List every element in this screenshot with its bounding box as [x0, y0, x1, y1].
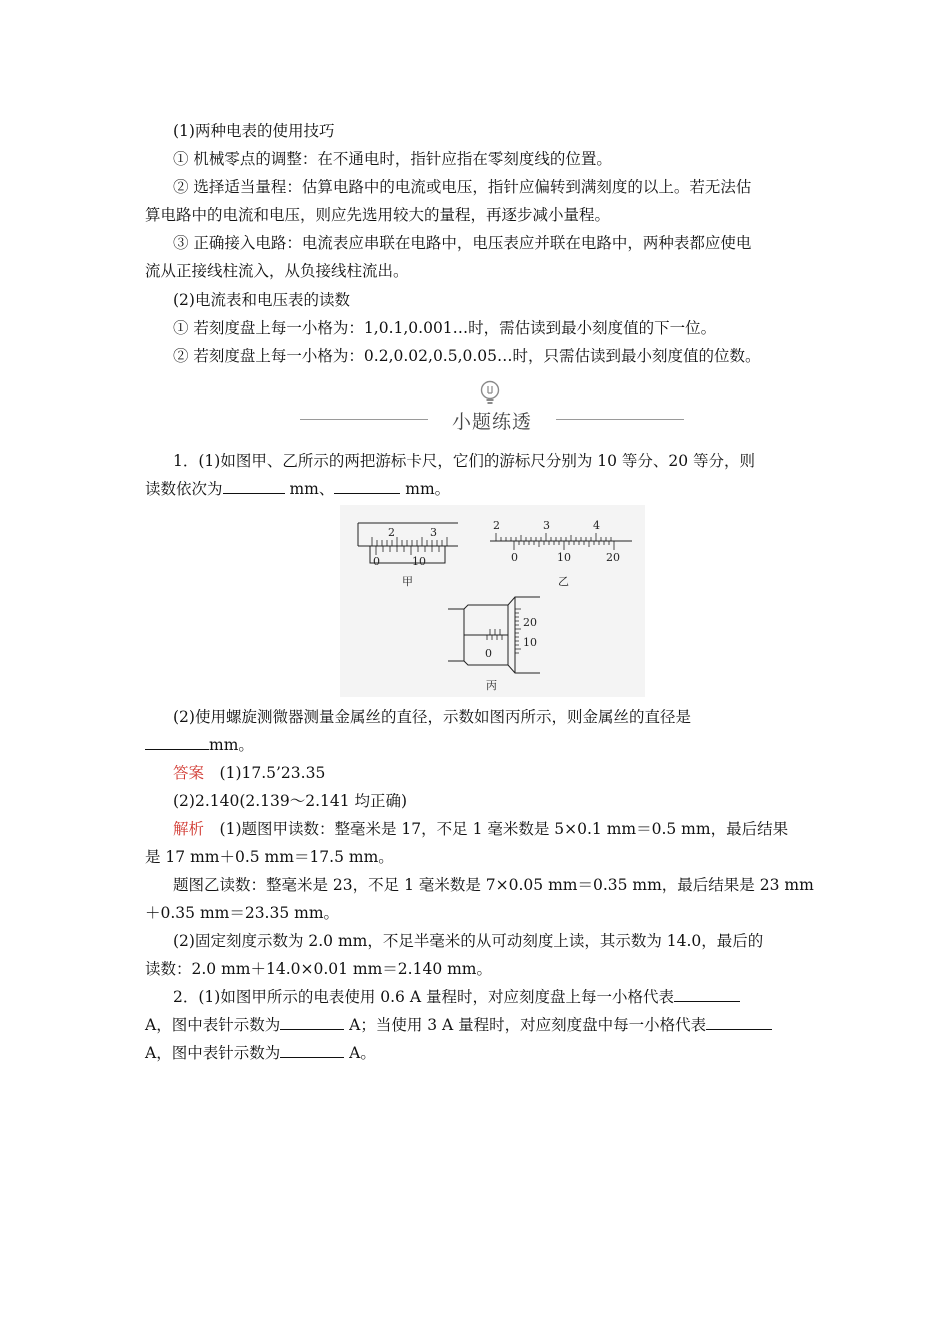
answer-line2: (2)2.140(2.139～2.141 均正确)	[173, 792, 408, 810]
q2-line2-prefix: A，图中表针示数为	[145, 1016, 281, 1034]
section1-item3-line2: 流从正接线柱流入，从负接线柱流出。	[145, 262, 409, 280]
section1-item3-line1: ③ 正确接入电路：电流表应串联在电路中，电压表应并联在电路中，两种表都应使电	[173, 234, 752, 252]
figure-canvas	[340, 505, 645, 697]
q2-line1	[173, 986, 740, 1008]
q1-part2-line2	[145, 734, 254, 756]
analysis-line6: 读数：2.0 mm＋14.0×0.01 mm＝2.140 mm。	[145, 960, 493, 978]
q1-part2-suffix: mm。	[209, 736, 254, 754]
micrometer-bing	[448, 597, 540, 692]
bing-thimble-label-20: 20	[523, 616, 537, 629]
bing-thimble-label-10: 10	[523, 636, 537, 649]
bing-caption: 丙	[486, 679, 497, 692]
answer-label: 答案	[173, 764, 205, 782]
answer-text-1: (1)17.5’23.35	[219, 764, 326, 782]
answer-blank-3	[145, 735, 209, 750]
section1-heading: (1)两种电表的使用技巧	[173, 122, 335, 140]
jia-caption: 甲	[402, 575, 413, 588]
analysis-line4: ＋0.35 mm＝23.35 mm。	[145, 904, 340, 922]
yi-main-label-2: 2	[493, 519, 500, 532]
q2-line1-prefix: 2．(1)如图甲所示的电表使用 0.6 A 量程时，对应刻度盘上每一小格代表	[173, 988, 674, 1006]
answer-blank-1	[223, 479, 285, 494]
jia-main-label-3: 3	[430, 526, 437, 539]
analysis-label: 解析	[173, 820, 205, 838]
q1-line2-mid: mm、	[284, 480, 335, 498]
jia-main-label-2: 2	[388, 526, 395, 539]
q1-line1: 1．(1)如图甲、乙所示的两把游标卡尺，它们的游标尺分别为 10 等分、20 等分，则	[173, 452, 756, 470]
q1-line2	[145, 478, 450, 500]
yi-vernier-label-0: 0	[511, 551, 518, 564]
section2-item2: ② 若刻度盘上每一小格为：0.2,0.02,0.5,0.05…时，只需估读到最小刻度值的位数。	[173, 347, 761, 365]
yi-main-label-4: 4	[593, 519, 600, 532]
q2-line2-mid: A；当使用 3 A 量程时，对应刻度盘中每一小格代表	[344, 1016, 707, 1034]
section2-heading: (2)电流表和电压表的读数	[173, 291, 350, 309]
banner-title: 小题练透	[451, 411, 532, 433]
answer-blank-7	[280, 1043, 344, 1058]
yi-main-label-3: 3	[543, 519, 550, 532]
analysis-line2: 是 17 mm＋0.5 mm＝17.5 mm。	[145, 848, 394, 866]
yi-caption: 乙	[558, 575, 569, 588]
q2-line3	[145, 1042, 376, 1064]
vernier-caliper-jia	[358, 523, 458, 588]
section1-item1: ① 机械零点的调整：在不通电时，指针应指在零刻度线的位置。	[173, 150, 612, 168]
q2-line3-prefix: A，图中表针示数为	[145, 1044, 281, 1062]
q1-line2-suffix: mm。	[400, 480, 451, 498]
section1-item2-line1: ② 选择适当量程：估算电路中的电流或电压，指针应偏转到满刻度的以上。若无法估	[173, 178, 752, 196]
jia-vernier-label-10: 10	[412, 555, 426, 568]
yi-vernier-label-10: 10	[557, 551, 571, 564]
section1-item2-line2: 算电路中的电流和电压，则应先选用较大的量程，再逐步减小量程。	[145, 206, 611, 224]
jia-vernier-label-0: 0	[373, 555, 380, 568]
analysis-line1	[173, 818, 788, 840]
analysis-text-1a: (1)题图甲读数：整毫米是 17，不足 1 毫米数是 5×0.1 mm＝0.5 mm，最后结果	[219, 820, 789, 838]
q1-line2-prefix: 读数依次为	[145, 480, 223, 498]
section2-item1: ① 若刻度盘上每一小格为：1,0.1,0.001…时，需估读到最小刻度值的下一位。	[173, 319, 717, 337]
analysis-line3: 题图乙读数：整毫米是 23，不足 1 毫米数是 7×0.05 mm＝0.35 mm，最后结果是 23 mm	[173, 876, 814, 894]
yi-vernier-label-20: 20	[606, 551, 620, 564]
q2-line2	[145, 1014, 772, 1036]
section-banner	[300, 378, 684, 440]
answer-blank-6	[706, 1015, 772, 1030]
q2-line3-suffix: A。	[344, 1044, 376, 1062]
measurement-figure	[340, 505, 645, 697]
analysis-line5: (2)固定刻度示数为 2.0 mm，不足半毫米的从可动刻度上读，其示数为 14.0，最后的	[173, 932, 764, 950]
vernier-caliper-yi	[490, 519, 632, 588]
answer-blank-5	[280, 1015, 344, 1030]
answer-line1	[173, 762, 325, 784]
bing-sleeve-label-0: 0	[485, 647, 492, 660]
lightbulb-icon	[479, 380, 501, 406]
q1-part2-line1: (2)使用螺旋测微器测量金属丝的直径，示数如图丙所示，则金属丝的直径是	[173, 708, 691, 726]
answer-blank-2	[334, 479, 400, 494]
answer-blank-4	[674, 987, 740, 1002]
